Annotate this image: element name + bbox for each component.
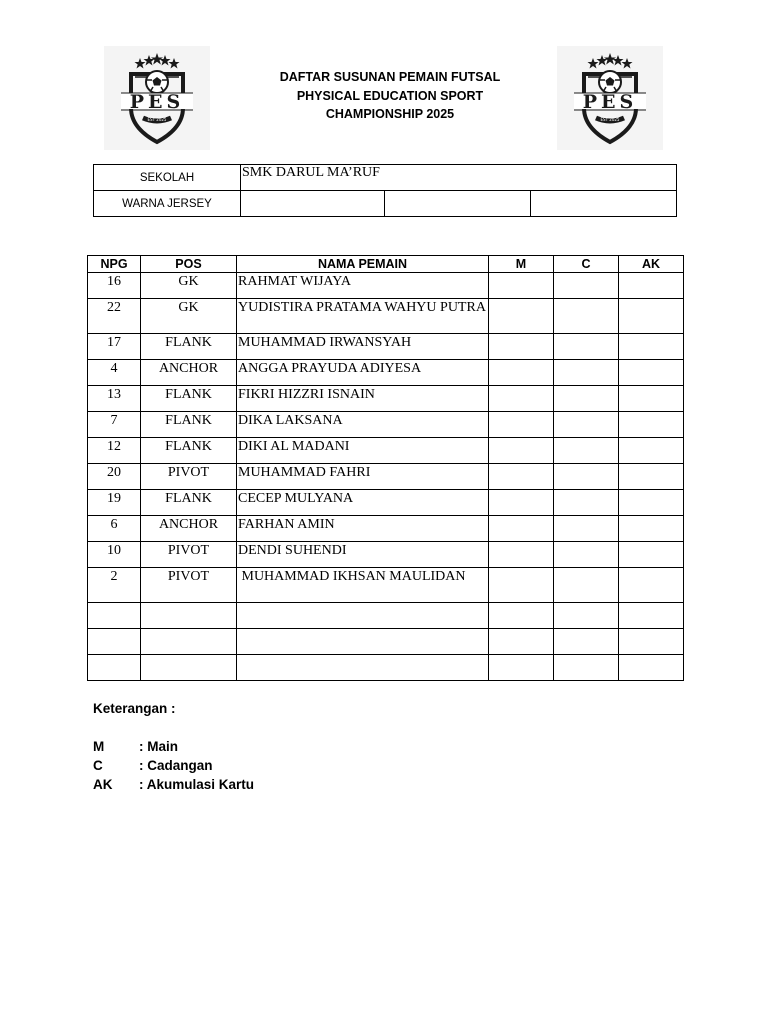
ak-cell xyxy=(619,273,684,299)
m-cell xyxy=(489,516,554,542)
npg-cell: 4 xyxy=(88,360,141,386)
title-line-1: DAFTAR SUSUNAN PEMAIN FUTSAL xyxy=(279,70,501,84)
table-row xyxy=(88,412,684,438)
pos-cell: FLANK xyxy=(141,438,237,464)
roster-header-row xyxy=(88,256,684,273)
pos-cell xyxy=(141,655,237,681)
ak-cell xyxy=(619,490,684,516)
pos-cell: GK xyxy=(141,273,237,299)
column-header-m: M xyxy=(489,256,554,273)
ak-cell xyxy=(619,542,684,568)
ak-cell xyxy=(619,412,684,438)
npg-cell: 7 xyxy=(88,412,141,438)
jersey-row xyxy=(94,191,677,217)
table-row xyxy=(88,360,684,386)
m-cell xyxy=(489,299,554,334)
column-header-ak: AK xyxy=(619,256,684,273)
jersey-value-2 xyxy=(385,191,531,217)
c-cell xyxy=(554,273,619,299)
npg-cell xyxy=(88,603,141,629)
player-name-cell: DIKA LAKSANA xyxy=(237,412,489,438)
npg-cell: 17 xyxy=(88,334,141,360)
m-cell xyxy=(489,568,554,603)
pos-cell: FLANK xyxy=(141,334,237,360)
ak-cell xyxy=(619,516,684,542)
svg-text:EST 2025: EST 2025 xyxy=(600,117,620,122)
ak-cell xyxy=(619,655,684,681)
npg-cell: 6 xyxy=(88,516,141,542)
ak-cell xyxy=(619,334,684,360)
table-row xyxy=(88,629,684,655)
pos-cell: ANCHOR xyxy=(141,360,237,386)
npg-cell: 22 xyxy=(88,299,141,334)
player-name-cell: FARHAN AMIN xyxy=(237,516,489,542)
pos-cell: PIVOT xyxy=(141,542,237,568)
table-row xyxy=(88,334,684,360)
document-title xyxy=(230,68,550,124)
pos-cell: FLANK xyxy=(141,490,237,516)
m-cell xyxy=(489,603,554,629)
column-header-pos: POS xyxy=(141,256,237,273)
m-cell xyxy=(489,490,554,516)
c-cell xyxy=(554,464,619,490)
c-cell xyxy=(554,568,619,603)
player-name-cell: MUHAMMAD IRWANSYAH xyxy=(237,334,489,360)
legend-item xyxy=(93,737,254,756)
soccer-ball-shield-logo-icon xyxy=(557,46,663,150)
pos-cell: FLANK xyxy=(141,386,237,412)
title-line-2: PHYSICAL EDUCATION SPORT xyxy=(296,88,484,103)
school-label: SEKOLAH xyxy=(94,165,241,191)
legend-key: AK xyxy=(93,777,113,792)
player-name-cell: DENDI SUHENDI xyxy=(237,542,489,568)
table-row xyxy=(88,655,684,681)
player-name-cell: CECEP MULYANA xyxy=(237,490,489,516)
c-cell xyxy=(554,603,619,629)
table-row xyxy=(88,273,684,299)
player-name-cell: RAHMAT WIJAYA xyxy=(237,273,489,299)
ak-cell xyxy=(619,603,684,629)
pos-cell xyxy=(141,603,237,629)
table-row xyxy=(88,299,684,334)
table-row xyxy=(88,386,684,412)
jersey-value-1 xyxy=(241,191,385,217)
ak-cell xyxy=(619,360,684,386)
player-name-cell: MUHAMMAD IKHSAN MAULIDAN xyxy=(237,568,489,603)
table-row xyxy=(88,568,684,603)
pes-logo-left xyxy=(104,46,210,150)
legend-key: M xyxy=(93,739,105,754)
table-row xyxy=(88,603,684,629)
column-header-c: C xyxy=(554,256,619,273)
school-info-table xyxy=(93,164,677,217)
c-cell xyxy=(554,516,619,542)
logo-text: PES xyxy=(129,91,185,113)
logo-text: PES xyxy=(582,91,638,113)
c-cell xyxy=(554,412,619,438)
player-roster-table xyxy=(87,255,684,681)
m-cell xyxy=(489,334,554,360)
player-name-cell xyxy=(237,655,489,681)
table-row xyxy=(88,464,684,490)
pos-cell: PIVOT xyxy=(141,568,237,603)
m-cell xyxy=(489,464,554,490)
m-cell xyxy=(489,412,554,438)
ak-cell xyxy=(619,568,684,603)
table-row xyxy=(88,438,684,464)
ak-cell xyxy=(619,464,684,490)
player-name-cell: FIKRI HIZZRI ISNAIN xyxy=(237,386,489,412)
pos-cell xyxy=(141,629,237,655)
player-name-cell: ANGGA PRAYUDA ADIYESA xyxy=(237,360,489,386)
m-cell xyxy=(489,629,554,655)
jersey-label: WARNA JERSEY xyxy=(94,191,241,217)
npg-cell: 12 xyxy=(88,438,141,464)
ak-cell xyxy=(619,299,684,334)
pos-cell: ANCHOR xyxy=(141,516,237,542)
ak-cell xyxy=(619,629,684,655)
npg-cell: 13 xyxy=(88,386,141,412)
pes-logo-right xyxy=(557,46,663,150)
legend-desc: : Main xyxy=(139,739,178,754)
npg-cell: 16 xyxy=(88,273,141,299)
pos-cell: PIVOT xyxy=(141,464,237,490)
pos-cell: FLANK xyxy=(141,412,237,438)
player-name-cell: YUDISTIRA PRATAMA WAHYU PUTRA xyxy=(237,299,489,334)
c-cell xyxy=(554,438,619,464)
legend-item xyxy=(93,756,254,775)
legend-key: C xyxy=(93,758,103,773)
legend-desc: : Akumulasi Kartu xyxy=(139,777,255,792)
ak-cell xyxy=(619,438,684,464)
c-cell xyxy=(554,334,619,360)
npg-cell: 19 xyxy=(88,490,141,516)
table-row xyxy=(88,542,684,568)
legend-item xyxy=(93,775,254,794)
legend-desc: : Cadangan xyxy=(139,758,213,773)
player-name-cell xyxy=(237,629,489,655)
player-name-cell: DIKI AL MADANI xyxy=(237,438,489,464)
m-cell xyxy=(489,273,554,299)
m-cell xyxy=(489,386,554,412)
legend xyxy=(93,699,254,794)
legend-heading: Keterangan : xyxy=(93,701,176,716)
c-cell xyxy=(554,386,619,412)
school-row xyxy=(94,165,677,191)
column-header-name: NAMA PEMAIN xyxy=(237,256,489,273)
npg-cell xyxy=(88,629,141,655)
title-line-3: CHAMPIONSHIP 2025 xyxy=(325,107,455,121)
m-cell xyxy=(489,655,554,681)
player-name-cell xyxy=(237,603,489,629)
c-cell xyxy=(554,490,619,516)
c-cell xyxy=(554,542,619,568)
school-value: SMK DARUL MA’RUF xyxy=(241,165,677,191)
c-cell xyxy=(554,299,619,334)
m-cell xyxy=(489,360,554,386)
m-cell xyxy=(489,542,554,568)
player-name-cell: MUHAMMAD FAHRI xyxy=(237,464,489,490)
svg-text:EST 2025: EST 2025 xyxy=(147,117,167,122)
npg-cell: 20 xyxy=(88,464,141,490)
npg-cell xyxy=(88,655,141,681)
jersey-value-3 xyxy=(531,191,677,217)
c-cell xyxy=(554,360,619,386)
column-header-npg: NPG xyxy=(88,256,141,273)
c-cell xyxy=(554,629,619,655)
ak-cell xyxy=(619,386,684,412)
npg-cell: 2 xyxy=(88,568,141,603)
npg-cell: 10 xyxy=(88,542,141,568)
soccer-ball-shield-logo-icon xyxy=(104,46,210,150)
pos-cell: GK xyxy=(141,299,237,334)
table-row xyxy=(88,490,684,516)
m-cell xyxy=(489,438,554,464)
c-cell xyxy=(554,655,619,681)
table-row xyxy=(88,516,684,542)
